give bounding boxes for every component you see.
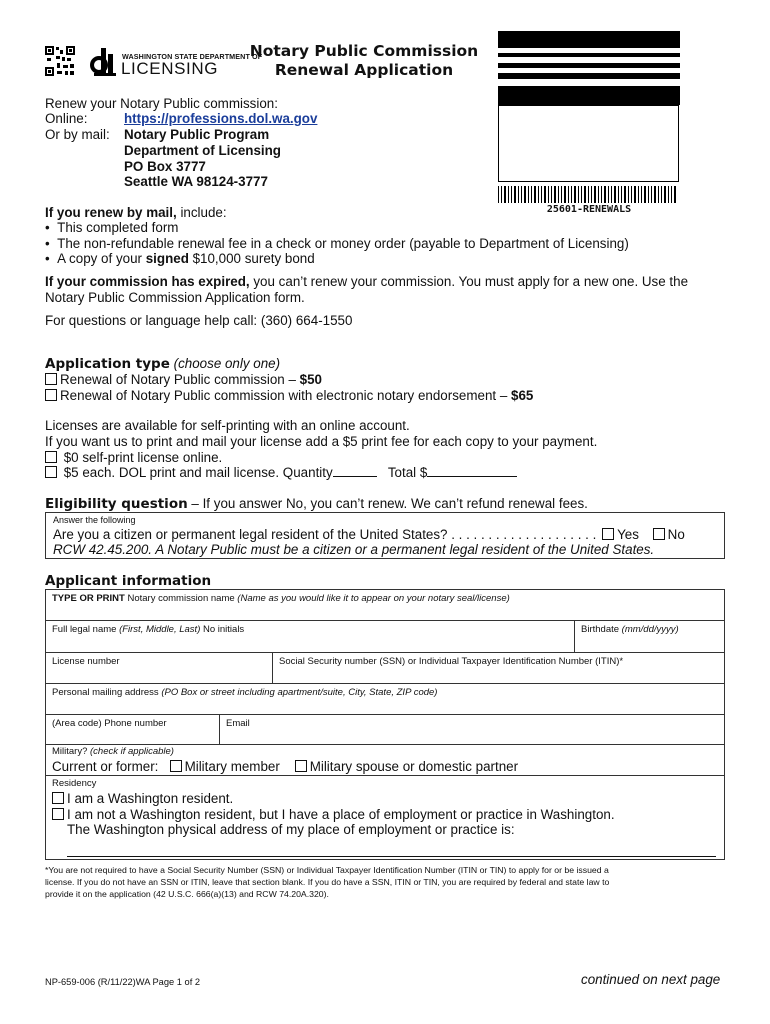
- barcode-stripe: [501, 186, 502, 203]
- barcode-stripe: [531, 186, 532, 203]
- no-label: No: [667, 527, 685, 542]
- birthdate-field[interactable]: [574, 620, 725, 653]
- address-line: PO Box 3777: [124, 158, 206, 174]
- field-note: (Name as you would like it to appear on your notary seal/license): [237, 593, 510, 604]
- barcode-stripe: [644, 186, 646, 203]
- barcode-stripe: [641, 186, 642, 203]
- eligibility-heading: [45, 496, 588, 512]
- checkbox[interactable]: [45, 466, 57, 478]
- section-note: – If you answer No, you can’t renew. We can’t refund renewal fees.: [187, 496, 588, 511]
- barcode-stripe: [614, 186, 616, 203]
- option-label: Renewal of Notary Public commission –: [60, 372, 300, 387]
- barcode-stripe: [558, 186, 559, 203]
- eligibility-box: [45, 512, 725, 559]
- barcode-stripe: [548, 186, 549, 203]
- field-note: (mm/dd/yyyy): [621, 624, 679, 635]
- barcode-stripe: [534, 186, 536, 203]
- bullet-text: $10,000 surety bond: [188, 251, 315, 266]
- expired-notice: [45, 274, 688, 289]
- help-line: For questions or language help call: (360) 664-1550: [45, 313, 353, 328]
- option-label: $5 each. DOL print and mail license. Quantity: [63, 465, 333, 480]
- print-info-line2: If you want us to print and mail your license add a $5 print fee for each copy to your payment.: [45, 434, 598, 449]
- question-text: Are you a citizen or permanent legal resident of the United States? . . . . . . . . . . . . . . . . . . . .: [53, 527, 597, 542]
- barcode-stripe: [538, 186, 539, 203]
- expired-notice-line2: Notary Public Commission Application form.: [45, 290, 305, 305]
- barcode-stripe: [601, 186, 602, 203]
- barcode-stripe: [568, 186, 569, 203]
- barcode-stripe: [671, 186, 672, 203]
- barcode-stripe: [528, 186, 529, 203]
- form-id: NP-659-006 (R/11/22)WA Page 1 of 2: [45, 977, 201, 987]
- application-type-heading: [45, 356, 280, 372]
- barcode-image: [498, 186, 680, 203]
- phone-field[interactable]: [45, 714, 220, 745]
- type-or-print-label: TYPE OR PRINT: [52, 593, 125, 604]
- barcode-stripe: [591, 186, 592, 203]
- yes-checkbox[interactable]: [602, 528, 614, 540]
- barcode-stripe: [608, 186, 609, 203]
- checkbox[interactable]: [45, 373, 57, 385]
- option-label: Renewal of Notary Public commission with electronic notary endorsement –: [60, 388, 512, 403]
- bullet-text: This completed form: [57, 220, 179, 235]
- print-info-line1: Licenses are available for self-printing with an online account.: [45, 418, 410, 433]
- total-label: Total $: [387, 465, 428, 480]
- footnote-line: *You are not required to have a Social Security Number (SSN) or Individual Taxpayer Identification Number (ITIN or TIN) to apply for or be issued a: [45, 865, 609, 875]
- barcode-stripe: [564, 186, 566, 203]
- barcode-stripe: [634, 186, 636, 203]
- residency-address-line[interactable]: [67, 856, 716, 857]
- title-line-2: Renewal Application: [274, 61, 454, 79]
- mail-include-rest: include:: [176, 205, 227, 220]
- military-spouse-checkbox[interactable]: [295, 760, 307, 772]
- barcode-stripe: [624, 186, 626, 203]
- title-line-1: Notary Public Commission: [249, 42, 479, 60]
- residency-section: [45, 775, 725, 860]
- field-note: (check if applicable): [90, 746, 174, 757]
- barcode-stripe: [674, 186, 676, 203]
- barcode-stripe: [574, 186, 576, 203]
- list-item: • A copy of your signed $10,000 surety bond: [45, 251, 315, 266]
- online-label: Online:: [45, 111, 88, 126]
- barcode-stripe: [521, 186, 522, 203]
- citizen-question: [53, 527, 685, 542]
- barcode-stripe: [551, 186, 552, 203]
- bullet-text: The non-refundable renewal fee in a check or money order (payable to Department of Licensing): [57, 235, 629, 251]
- option-price: $50: [299, 372, 322, 387]
- field-label: Military?: [52, 746, 91, 757]
- mailing-address-field[interactable]: [45, 683, 725, 715]
- mail-include-bold: If you renew by mail,: [45, 205, 177, 220]
- military-options: [52, 759, 518, 774]
- barcode-stripe: [571, 186, 572, 203]
- redaction-bar: [498, 73, 680, 79]
- barcode-stripe: [584, 186, 586, 203]
- print-option-self[interactable]: [45, 450, 222, 465]
- military-label: [52, 746, 174, 757]
- barcode-stripe: [504, 186, 506, 203]
- option-label: $0 self-print license online.: [63, 450, 223, 465]
- residency-option-2[interactable]: [52, 807, 615, 822]
- online-link[interactable]: https://professions.dol.wa.gov: [124, 111, 318, 126]
- mailing-address: [124, 127, 281, 190]
- barcode-stripe: [578, 186, 579, 203]
- dol-logo-icon: [90, 48, 118, 76]
- redaction-bar: [498, 86, 680, 105]
- license-number-field[interactable]: [45, 652, 273, 684]
- application-type-option-1[interactable]: [45, 372, 322, 387]
- commission-name-field[interactable]: [45, 589, 725, 621]
- field-label: Full legal name: [52, 624, 120, 635]
- page-title: [244, 42, 484, 80]
- field-note: (PO Box or street including apartment/suite, City, State, ZIP code): [161, 687, 438, 698]
- continued-note: continued on next page: [581, 972, 721, 987]
- barcode-stripe: [651, 186, 652, 203]
- barcode-stripe: [658, 186, 659, 203]
- ssn-footnote: [45, 864, 609, 901]
- mail-include-list: [45, 220, 629, 267]
- application-type-option-2[interactable]: [45, 388, 533, 403]
- residency-option-1[interactable]: [52, 791, 233, 806]
- bullet-emphasis: signed: [145, 251, 189, 266]
- barcode-stripe: [561, 186, 562, 203]
- barcode-stripe: [498, 186, 499, 203]
- field-label: Social Security number (SSN) or Individual Taxpayer Identification Number (ITIN)*: [279, 656, 624, 667]
- residency-address-prompt: The Washington physical address of my place of employment or practice is:: [67, 822, 515, 837]
- barcode-stripe: [598, 186, 599, 203]
- field-label: Email: [226, 718, 250, 729]
- section-note: (choose only one): [173, 356, 281, 371]
- barcode-stripe: [654, 186, 656, 203]
- agency-small-text: WASHINGTON STATE DEPARTMENT OF: [122, 52, 263, 61]
- redaction-bar: [498, 31, 680, 48]
- office-use-box: [498, 105, 679, 182]
- field-label: Notary commission name: [124, 593, 238, 604]
- answer-label: Answer the following: [53, 515, 136, 525]
- field-note: (First, Middle, Last): [119, 624, 201, 635]
- barcode-stripe: [648, 186, 649, 203]
- field-label: No initials: [200, 624, 245, 635]
- section-title: Eligibility question: [45, 496, 188, 512]
- expired-rest: you can’t renew your commission. You must apply for a new one. Use the: [249, 274, 689, 289]
- checkbox[interactable]: [52, 808, 64, 820]
- mail-label: Or by mail:: [45, 127, 110, 142]
- field-label: Personal mailing address: [52, 687, 162, 698]
- barcode-stripe: [611, 186, 612, 203]
- address-line: Seattle WA 98124-3777: [124, 174, 268, 190]
- field-label: Birthdate: [581, 624, 622, 635]
- barcode-stripe: [588, 186, 589, 203]
- barcode-stripe: [511, 186, 512, 203]
- yes-label: Yes: [617, 527, 639, 542]
- military-spouse-label: Military spouse or domestic partner: [309, 759, 519, 774]
- barcode-stripe: [638, 186, 639, 203]
- military-member-label: Military member: [184, 759, 280, 774]
- total-field[interactable]: [427, 476, 517, 477]
- barcode-stripe: [621, 186, 622, 203]
- redaction-bar: [498, 53, 680, 57]
- qr-code-image: [45, 46, 75, 76]
- barcode-stripe: [668, 186, 669, 203]
- footnote-line: provide it on the application (42 U.S.C. 666(a)(13) and RCW 74.20A.320).: [45, 889, 329, 900]
- field-label: (Area code) Phone number: [52, 718, 167, 729]
- footnote-line: license. If you do not have an SSN or ITIN, leave that section blank. If you do have a SSN, ITIN or TIN, you are required by federal and state law to: [45, 877, 610, 888]
- field-label: License number: [52, 656, 120, 667]
- rcw-note: RCW 42.45.200. A Notary Public must be a citizen or a permanent legal resident of the United States.: [53, 542, 655, 557]
- barcode-stripe: [661, 186, 662, 203]
- military-member-checkbox[interactable]: [170, 760, 182, 772]
- barcode-stripe: [524, 186, 526, 203]
- barcode-stripe: [541, 186, 542, 203]
- checkbox[interactable]: [52, 792, 64, 804]
- no-checkbox[interactable]: [653, 528, 665, 540]
- barcode-stripe: [581, 186, 582, 203]
- agency-name: LICENSING: [121, 59, 219, 78]
- barcode-stripe: [618, 186, 619, 203]
- barcode-stripe: [518, 186, 519, 203]
- barcode-stripe: [544, 186, 546, 203]
- barcode-stripe: [628, 186, 629, 203]
- expired-bold: If your commission has expired,: [45, 274, 250, 289]
- address-line: Department of Licensing: [124, 142, 281, 158]
- military-section: [45, 744, 725, 776]
- renew-line: Renew your Notary Public commission:: [45, 96, 278, 111]
- print-option-mail[interactable]: [45, 465, 517, 480]
- list-item: • This completed form: [45, 220, 179, 235]
- barcode-stripe: [508, 186, 509, 203]
- checkbox[interactable]: [45, 389, 57, 401]
- barcode-stripe: [631, 186, 632, 203]
- residency-label: Residency: [52, 778, 97, 789]
- barcode-stripe: [604, 186, 606, 203]
- current-or-former-label: Current or former:: [52, 759, 159, 774]
- checkbox[interactable]: [45, 451, 57, 463]
- barcode-stripe: [664, 186, 666, 203]
- option-label: I am not a Washington resident, but I have a place of employment or practice in Washington.: [67, 807, 615, 822]
- redaction-bar: [498, 63, 680, 68]
- list-item: • The non-refundable renewal fee in a check or money order (payable to Department of Licensing): [45, 235, 629, 251]
- bullet-text: A copy of your: [57, 251, 146, 266]
- address-line: Notary Public Program: [124, 127, 270, 142]
- applicant-heading: Applicant information: [45, 573, 212, 589]
- barcode-stripe: [554, 186, 556, 203]
- barcode-stripe: [514, 186, 516, 203]
- option-price: $65: [511, 388, 534, 403]
- quantity-field[interactable]: [333, 476, 377, 477]
- section-title: Application type: [45, 356, 170, 372]
- mail-include-heading: [45, 205, 227, 220]
- ssn-field[interactable]: [272, 652, 725, 684]
- barcode-text: 25601-RENEWALS: [546, 204, 632, 215]
- option-label: I am a Washington resident.: [67, 791, 234, 806]
- full-name-field[interactable]: [45, 620, 575, 653]
- email-field[interactable]: [219, 714, 725, 745]
- barcode-stripe: [594, 186, 596, 203]
